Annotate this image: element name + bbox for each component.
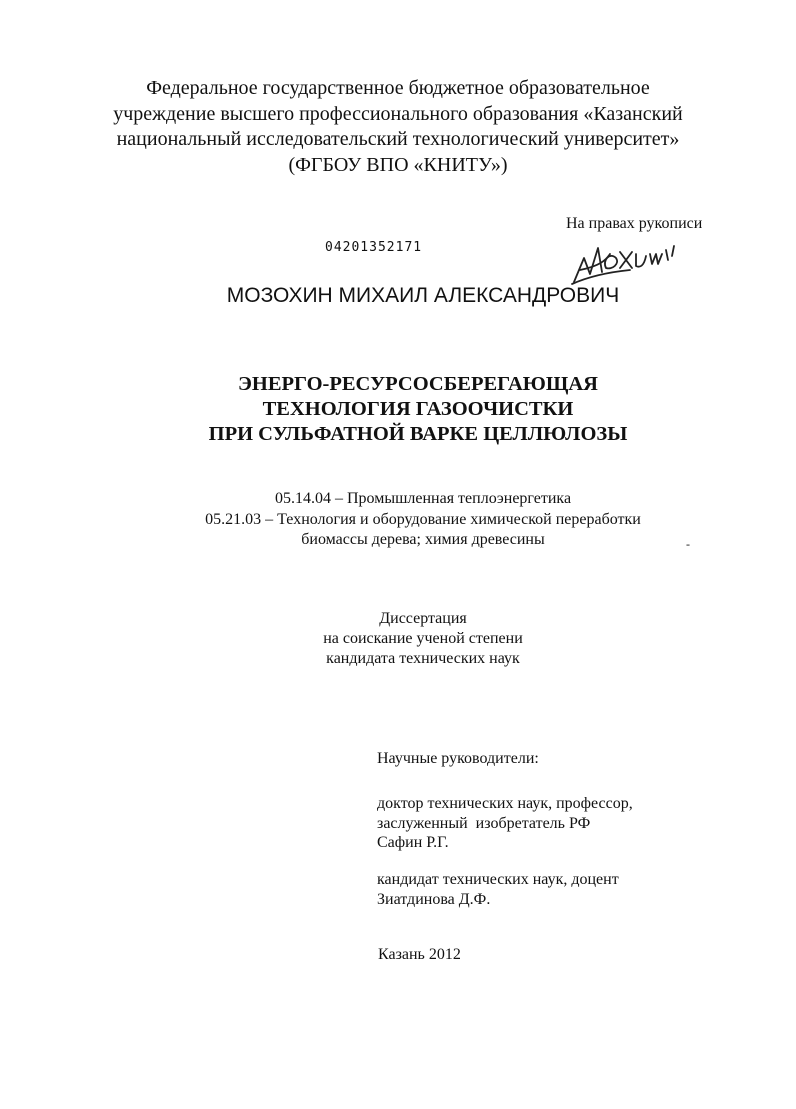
specialty-line-2: 05.21.03 – Технология и оборудование химической переработки (205, 510, 641, 528)
supervisor-2 (377, 870, 619, 909)
degree-line-3: кандидата технических наук (326, 650, 520, 667)
archive-code: 04201352171 (325, 240, 423, 255)
institution-line-2: учреждение высшего профессионального образования «Казанский (113, 102, 683, 125)
supervisor-1 (377, 794, 633, 853)
supervisors-heading: Научные руководители: (377, 750, 539, 767)
dissertation-title (0, 372, 796, 447)
supervisor-1-name: Сафин Р.Г. (377, 834, 449, 851)
specialty-line-3: биомассы дерева; химия древесины (301, 531, 545, 548)
supervisor-1-title: заслуженный изобретатель РФ (377, 814, 591, 832)
institution-line-1: Федеральное государственное бюджетное образовательное (146, 77, 650, 99)
specialty-line-1: 05.14.04 – Промышленная теплоэнергетика (274, 490, 572, 507)
signature-image (570, 230, 690, 286)
degree-line-2: на соискание ученой степени (323, 630, 523, 647)
title-line-2: ТЕХНОЛОГИЯ ГАЗООЧИСТКИ (262, 398, 574, 420)
city-year: Казань 2012 (378, 946, 461, 963)
stray-mark: - (686, 537, 690, 551)
title-line-1: ЭНЕРГО-РЕСУРСОСБЕРЕГАЮЩАЯ (238, 373, 598, 395)
author-name: МОЗОХИН МИХАИЛ АЛЕКСАНДРОВИЧ (226, 284, 620, 307)
institution-header (0, 76, 796, 178)
institution-abbreviation: (ФГБОУ ВПО «КНИТУ») (288, 153, 508, 176)
supervisor-2-name: Зиатдинова Д.Ф. (377, 890, 491, 908)
degree-line-1: Диссертация (379, 610, 467, 627)
supervisor-1-degree: доктор технических наук, профессор, (377, 795, 633, 812)
specialties (0, 489, 796, 551)
manuscript-note: На правах рукописи (566, 215, 703, 232)
degree-statement (0, 609, 796, 669)
title-line-3: ПРИ СУЛЬФАТНОЙ ВАРКЕ ЦЕЛЛЮЛОЗЫ (208, 423, 628, 445)
institution-line-3: национальный исследовательский технологический университет» (116, 128, 680, 150)
supervisor-2-degree: кандидат технических наук, доцент (377, 871, 619, 888)
